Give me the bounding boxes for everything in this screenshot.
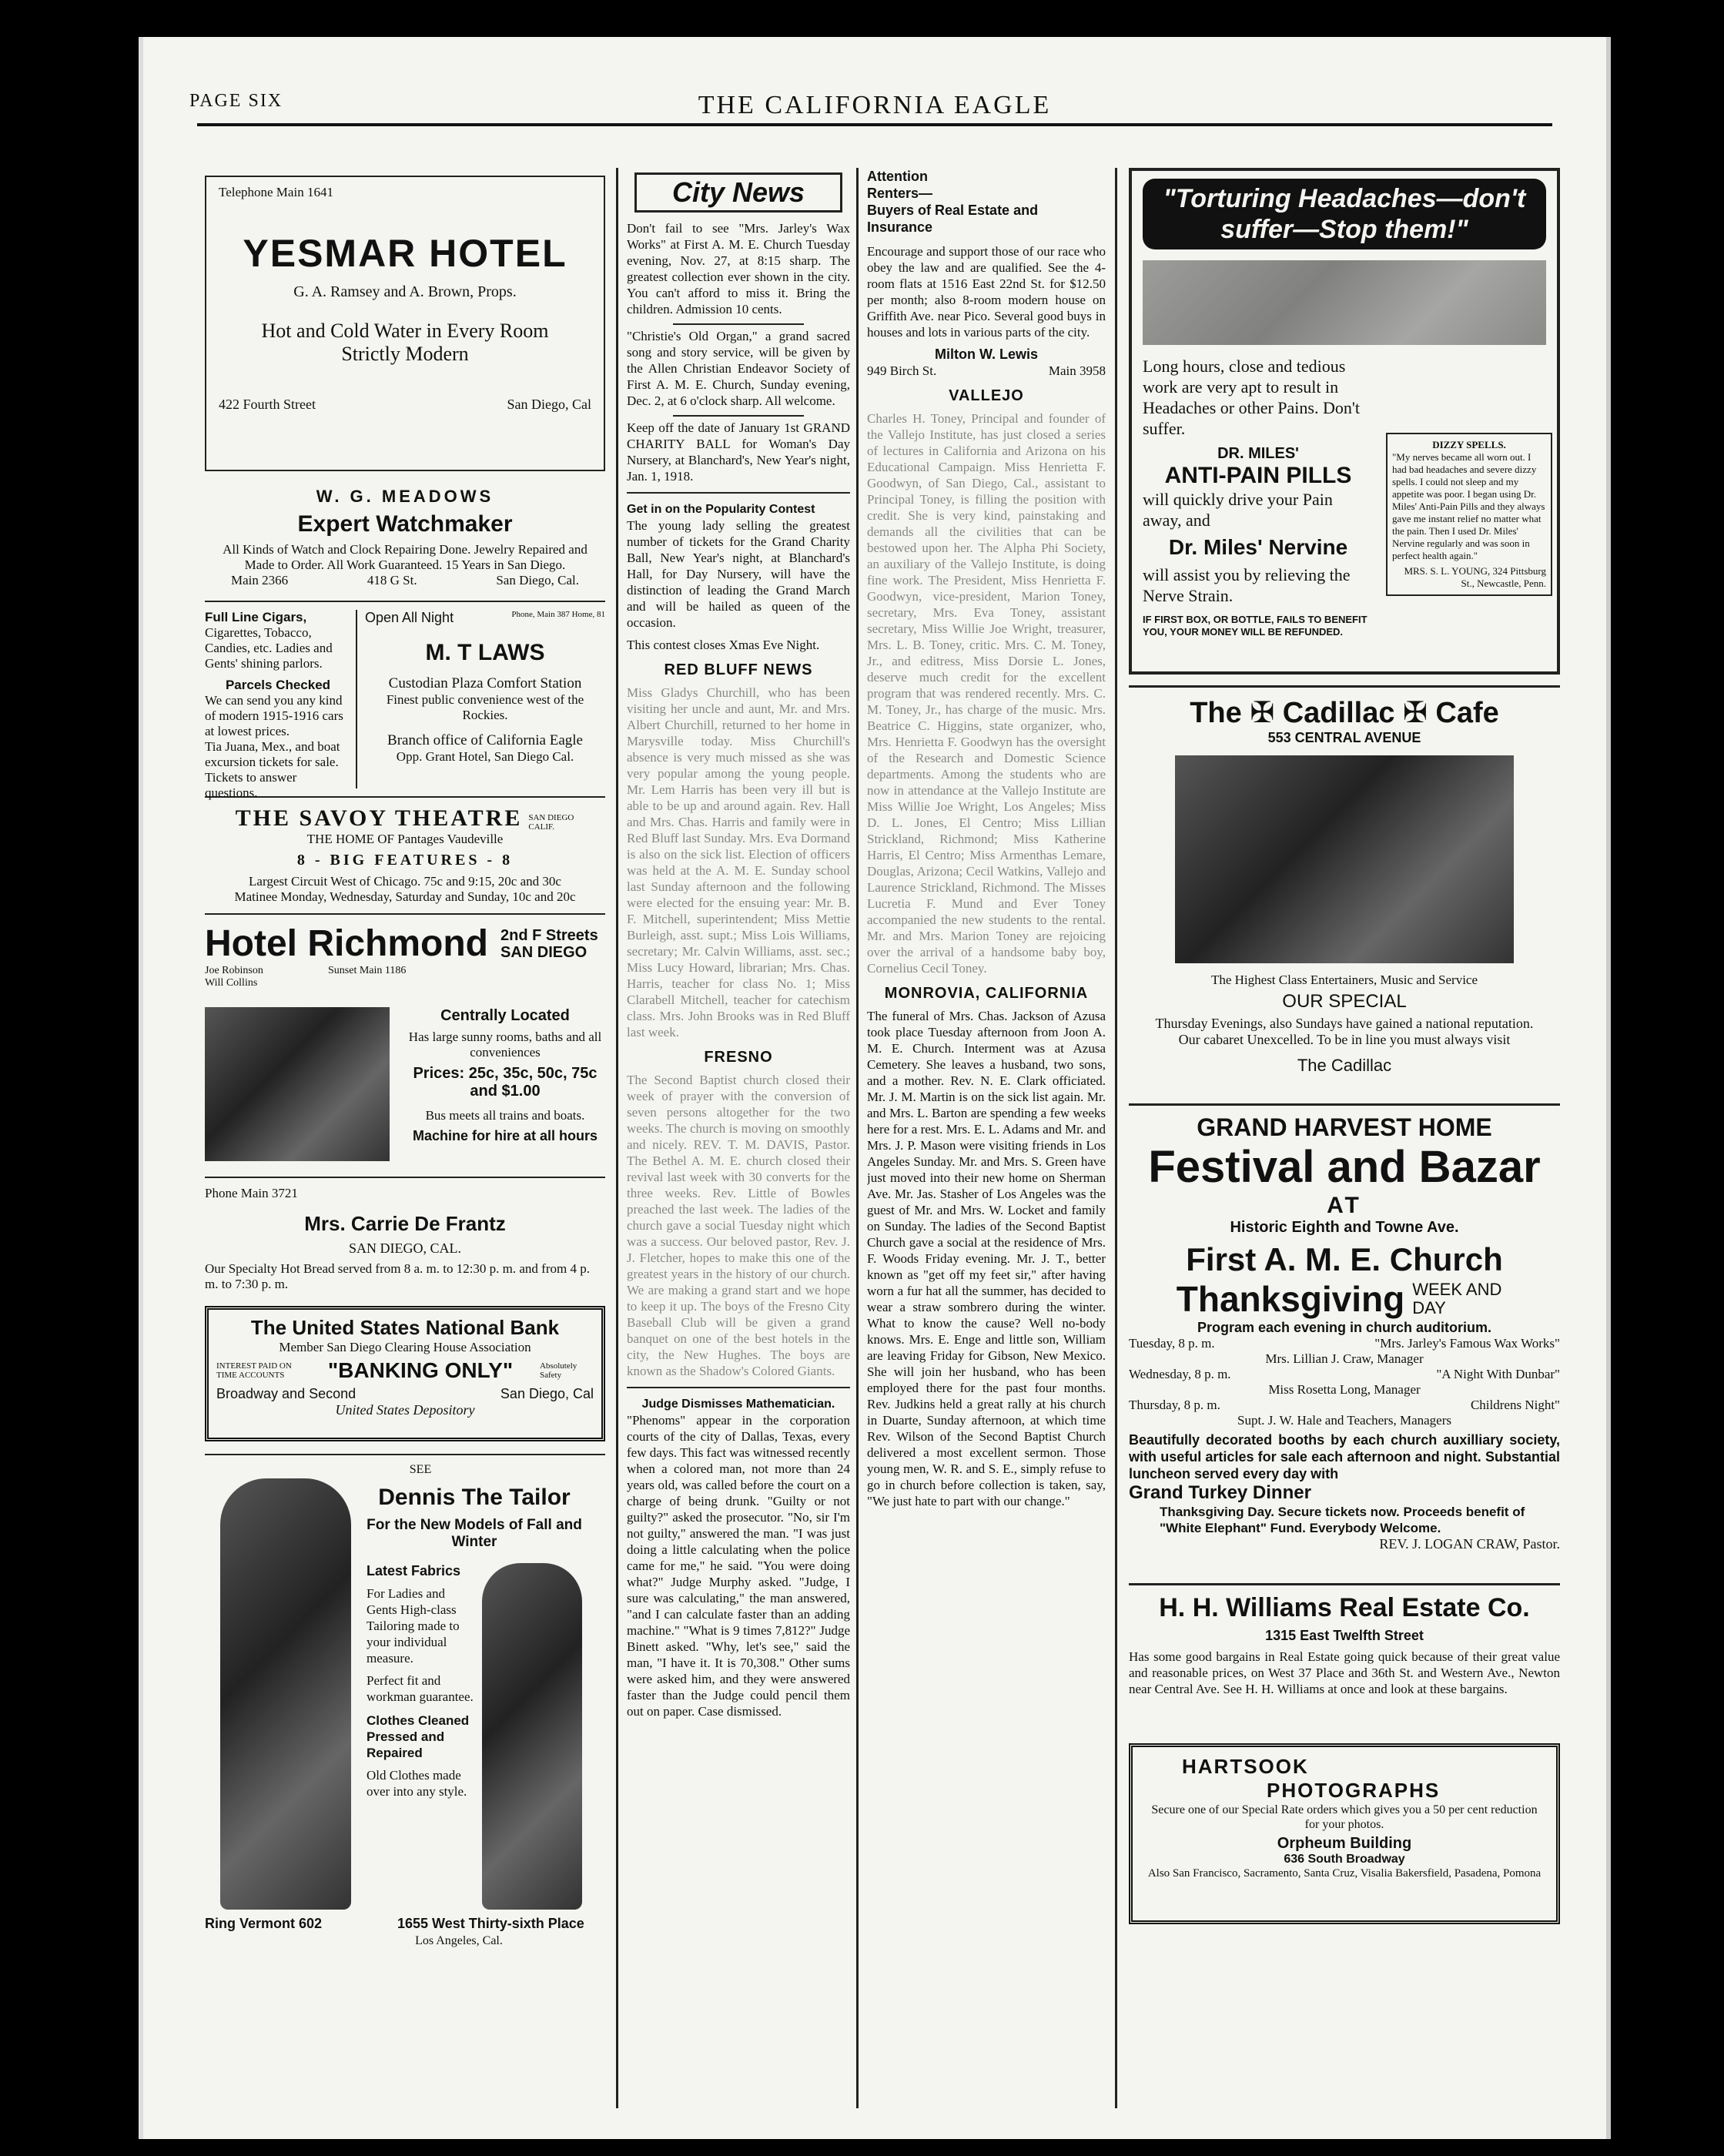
meadows-title: Expert Watchmaker <box>297 511 513 537</box>
laws-tickets: Tickets to answer questions. <box>205 770 297 800</box>
yesmar-props: G. A. Ramsey and A. Brown, Props. <box>293 283 517 300</box>
laws-branch: Branch office of California Eagle <box>387 732 583 748</box>
hartsook-ad <box>1129 1743 1560 1924</box>
dennis-latest: Latest Fabrics <box>367 1563 461 1578</box>
defrantz-ad <box>205 1186 605 1301</box>
festival-tday: Thanksgiving Day. Secure tickets now. Proceeds benefit of "White Elephant" Fund. Everybody Welcome. <box>1160 1505 1525 1535</box>
richmond-rooms: Has large sunny rooms, baths and all conveniences <box>408 1029 602 1060</box>
richmond-city: SAN DIEGO <box>500 943 587 961</box>
richmond-hotel-photo <box>205 1007 390 1161</box>
richmond-owners: Joe Robinson Will Collins <box>205 965 263 989</box>
williams-real-estate-ad <box>1129 1593 1560 1736</box>
cadillac-sig: The Cadillac <box>1297 1056 1392 1075</box>
contest-closes: This contest closes Xmas Eve Night. <box>627 638 820 652</box>
meadows-desc: All Kinds of Watch and Clock Repairing Done. Jewelry Repaired and Made to Order. All Work Guaranteed. 15 Years in San Diego. <box>223 542 587 572</box>
renters-label: Renters— <box>867 186 933 201</box>
laws-tia: Tia Juana, Mex., and boat excursion tickets for sale. <box>205 739 340 769</box>
hartsook-bldg: Orpheum Building <box>1277 1835 1412 1852</box>
laws-cigars: Full Line Cigars, <box>205 610 307 624</box>
meadows-city: San Diego, Cal. <box>496 573 579 588</box>
festival-grand: GRAND HARVEST HOME <box>1197 1113 1492 1141</box>
cadillac-addr: 553 CENTRAL AVENUE <box>1267 730 1421 745</box>
vallejo-body: Charles H. Toney, Principal and founder of the Vallejo Institute, has just closed a series of lectures in California and Arizona on his Educational Campaign. Miss Henrietta F. Goodwyn, of San Diego, Cal., assistant to Principal Toney, is filling the position with credit. She is very kind, painstaking and demands all the civilities that can be bestowed upon her. The Alpha Phi Society, an auxiliary of the Vallejo Institute, is doing fine work. The President, Miss Henrietta F. Goodwyn, vice-president, Marion Toney, secretary, Mrs. Eva Toney, assistant secretary, Miss Willie Joe Wright, treasurer, Mrs. L. B. Toney, critic. Mrs. C. M. Toney, Jr., and editress, Miss Dorsie L. Jones, deserve much credit for the excellent program that was rendered recently. Mrs. C. M. Toney, Jr., has charge of the music. Mrs. Beatrice C. Higgins, state organizer, who, Mrs. Henrietta F. Goodwyn has the oversight of the Research and Domestic Science departments. Among the students who are now in attendance at the Vallejo Institute are Miss Willie Joe Wright, Los Angeles; Miss D. L. Jones, El Centro; Miss Lillian Strickland, Richmond; Miss Katherine Harris, El Centro; Miss Armenthas Lemare, Douglas, Arizona; Cecil Watkins, Vallejo and Laurence Strickland, Richmond. The Misses Lucretia F. Mund and Ever Toney accompanied the new students to the rental. Mr. and Mrs. Marion Toney are rejoicing over the arrival of a handsome baby boy, Cornelius Cecil Toney. <box>867 411 1106 976</box>
festival-title: Festival and Bazar <box>1148 1142 1541 1192</box>
dennis-see: SEE <box>409 1463 432 1476</box>
cadillac-special: OUR SPECIAL <box>1282 991 1407 1012</box>
dr-miles-ad <box>1129 168 1560 675</box>
dennis-tailor-ad <box>205 1463 605 1947</box>
miles-assist: will assist you by relieving the Nerve Strain. <box>1143 565 1351 605</box>
fresno-body: The Second Baptist church closed their week of prayer with the conversion of seven persons altogether for the two weeks. The church is moving on smoothly and nicely. REV. T. M. DAVIS, Pastor. The Bethel A. M. E. church closed their revival last week with 30 converts for the three weeks. Rev. Little of Bowles preached the last week. The ladies of the church gave a social Tuesday night which was a success. Our beloved pastor, Rev. J. J. Fletcher, hopes to make this one of the greatest years in the history of our church. We are making a grand start and we hope to keep it up. The boys of the Fresno City Baseball Club will be given a grand banquet on one of the best hotels in the city, the New Hughes. The boys are known as the Shadow's Colored Giants. <box>627 1073 850 1378</box>
miles-headline: "Torturing Headaches—don't suffer—Stop them!" <box>1143 179 1546 249</box>
festival-program: Program each evening in church auditorium. <box>1197 1320 1492 1335</box>
attention-ad <box>867 168 1106 236</box>
harvest-festival-ad <box>1129 1113 1560 1575</box>
richmond-ad <box>205 922 605 1169</box>
national-bank-ad <box>205 1306 605 1441</box>
bank-depository: United States Depository <box>335 1402 475 1418</box>
judge-head: Judge Dismisses Mathematician. <box>641 1398 835 1411</box>
city-news-p1: Don't fail to see "Mrs. Jarley's Wax Works" at First A. M. E. Church Tuesday evening, Nov. 27, at 8:15 sharp. The greatest collection ever shown in the city. You can't afford to miss it. Bring the children. Admission 10 cents. <box>627 221 850 316</box>
monrovia-body: The funeral of Mrs. Chas. Jackson of Azusa took place Tuesday afternoon from Joon A. M. E. Church. Interment was at Azusa Cemetery. She leaves a husband, two sons, and a mother. Rev. N. E. Clark officiated. Mr. J. M. Martin is on the sick list again. Mr. and Mrs. L. Barton are spending a few weeks here for a rest. Mrs. E. L. Adams and Mr. and Mrs. J. P. Mason were visiting friends in Los Angeles Sunday. Mr. and Mrs. S. Green have just moved into their new home on Sherman Ave. Mr. Jas. Stasher of Los Angeles was the guest of Mr. and Mrs. W. Locket and family on Sunday. The ladies of the Second Baptist Church gave a social at the residence of Mrs. F. Woods Friday evening. Mr. J. T., better known as "get off my feet sir," after having worn a fur hat all the summer, has decided to wear a straw sombrero during the winter. What to know the cause? Well no-body knows. Mrs. E. Enge and little son, William are leaving Friday for Gibson, New Mexico. She will join her husband, who has been employed there for the past four months. Rev. Judkins held a great rally at his church in Duarte, Sunday afternoon, at which time Rev. Wilson of the Second Baptist Church delivered a most excellent sermon. Those young men, W. R. and S. E., simply refuse to go in church before collection is taken, say, "We just hate to part with our change." <box>867 1009 1106 1508</box>
festival-at: AT <box>1327 1193 1362 1218</box>
monrovia-head: MONROVIA, CALIFORNIA <box>884 985 1089 1002</box>
richmond-street: 2nd F Streets <box>500 926 598 944</box>
masthead <box>189 91 1552 122</box>
dizzy-spells-box <box>1386 433 1552 596</box>
laws-name: M. T LAWS <box>425 640 545 665</box>
hartsook-also: Also San Francisco, Sacramento, Santa Cruz, Visalia Bakersfield, Pasadena, Pomona <box>1147 1867 1542 1880</box>
savoy-city: SAN DIEGO CALIF. <box>528 813 574 832</box>
miles-pills: ANTI-PAIN PILLS <box>1164 463 1352 488</box>
richmond-prices: Prices: 25c, 35c, 50c, 75c and $1.00 <box>413 1065 598 1100</box>
hartsook-photos: PHOTOGRAPHS <box>1267 1779 1441 1802</box>
meadows-phone: Main 2366 <box>231 573 289 588</box>
meadows-ad <box>205 471 605 593</box>
richmond-phone: Sunset Main 1186 <box>328 965 407 976</box>
festival-tue-event: "Mrs. Jarley's Famous Wax Works" <box>1374 1336 1560 1351</box>
contest-body: The young lady selling the greatest number of tickets for the Grand Charity Ball, New Year's night, at Blanchard's Hall, for Day Nursery, will have the distinction of leading the Grand March and will be hailed as queen of the occasion. <box>627 518 850 630</box>
cadillac-cafe-ad <box>1129 695 1560 1096</box>
bank-interest: INTEREST PAID ON TIME ACCOUNTS <box>216 1361 292 1380</box>
richmond-located: Centrally Located <box>440 1007 570 1024</box>
red-bluff-head: RED BLUFF NEWS <box>664 661 813 678</box>
bank-addr: Broadway and Second <box>216 1386 357 1401</box>
city-news-banner <box>634 172 842 213</box>
yesmar-name: YESMAR HOTEL <box>243 232 567 275</box>
defrantz-desc: Our Specialty Hot Bread served from 8 a. m. to 12:30 p. m. and from 4 p. m. to 7:30 p. m. <box>205 1261 590 1291</box>
yesmar-city: San Diego, Cal <box>507 397 591 412</box>
festival-tue: Tuesday, 8 p. m. <box>1129 1336 1215 1351</box>
savoy-features: 8 - BIG FEATURES - 8 <box>296 852 514 869</box>
laws-cigarettes: Cigarettes, Tobacco, Candies, etc. Ladies and Gents' shining parlors. <box>205 625 333 671</box>
laws-opp: Opp. Grant Hotel, San Diego Cal. <box>396 749 574 764</box>
lewis-addr: 949 Birch St. <box>867 363 937 378</box>
cadillac-name: The ✠ Cadillac ✠ Cafe <box>1190 697 1499 729</box>
savoy-matinee: Matinee Monday, Wednesday, Saturday and Sunday, 10c and 20c <box>234 889 576 904</box>
laws-ad <box>205 610 605 800</box>
masthead-rule <box>197 123 1552 126</box>
richmond-machine: Machine for hire at all hours <box>412 1128 598 1143</box>
cadillac-cabaret: Our cabaret Unexcelled. To be in line you must always visit <box>1178 1032 1511 1047</box>
laws-finest: Finest public convenience west of the Rockies. <box>386 692 584 722</box>
vallejo-head: VALLEJO <box>949 387 1024 404</box>
bank-name: The United States National Bank <box>250 1316 560 1339</box>
festival-wed-event: "A Night With Dunbar" <box>1436 1367 1560 1381</box>
cadillac-thursday: Thursday Evenings, also Sundays have gained a national reputation. <box>1155 1016 1534 1031</box>
festival-historic: Historic Eighth and Towne Ave. <box>1230 1219 1459 1236</box>
judge-body: "Phenoms" appear in the corporation courts of the city of Dallas, Texas, every few days. This fact was witnessed recently when a colored man, not more than 24 years old, was called before the court on a charge of being drunk. "Guilty or not guilty?" asked the prosecutor. "No, sir I'm not guilty," answered the man. "I was just doing a little calculating when the police came for me," he said. "You were doing what?" Judge Murphy asked. "Judge, I sure was calculating," the man answered, "and I can calculate faster than an adding machine." "What is 9 times 7,812?" Judge Binett asked. "Why, let's see," said the man, "I have it. It is 70,308." Other sums were asked him, and they were answered faster than the Judge could pencil them out on paper. Case dismissed. <box>627 1413 850 1719</box>
bank-member: Member San Diego Clearing House Association <box>279 1340 531 1354</box>
defrantz-phone: Phone Main 3721 <box>205 1186 298 1200</box>
williams-name: H. H. Williams Real Estate Co. <box>1159 1593 1530 1622</box>
yesmar-telephone: Telephone Main 1641 <box>219 185 333 199</box>
man-illustration <box>482 1563 582 1910</box>
dennis-fit: Perfect fit and workman guarantee. <box>367 1673 474 1704</box>
laws-custodian: Custodian Plaza Comfort Station <box>388 675 582 691</box>
bank-slogan: "BANKING ONLY" <box>327 1358 514 1382</box>
column-ads-right <box>1129 168 1560 2108</box>
bank-city: San Diego, Cal <box>500 1386 594 1401</box>
laws-parcels-desc: We can send you any kind of modern 1915-1916 cars at lowest prices. <box>205 693 343 738</box>
newspaper-page <box>139 37 1611 2139</box>
savoy-home: THE HOME OF Pantages Vaudeville <box>306 832 504 846</box>
city-news-p3: Keep off the date of January 1st GRAND CHARITY BALL for Woman's Day Nursery, at Blanchard's, New Year's night, Jan. 1, 1918. <box>627 420 850 484</box>
festival-thu-manager: Supt. J. W. Hale and Teachers, Managers <box>1237 1413 1451 1428</box>
richmond-name: Hotel Richmond <box>205 923 488 964</box>
miles-brand: DR. MILES' <box>1217 445 1299 462</box>
dennis-name: Dennis The Tailor <box>378 1485 571 1510</box>
hartsook-name: HARTSOOK <box>1182 1755 1309 1778</box>
meadows-addr: 418 G St. <box>367 573 417 588</box>
williams-desc: Has some good bargains in Real Estate going quick because of their great value and reasonable prices, on West 37 Place and 36th St. and Western Ave., Newton near Central Ave. See H. H. Williams at once and look at these bargains. <box>1129 1649 1560 1696</box>
lewis-name: Milton W. Lewis <box>935 346 1038 362</box>
laws-phone: Phone, Main 387 Home, 81 <box>511 610 605 619</box>
encourage-body: Encourage and support those of our race who obey the law and are qualified. See the 4-room flats at 1516 East 22nd St. for $12.50 per month; also 8-room modern house on Griffith Ave. near Pico. Several good buys in houses and lots in various parts of the city. <box>867 244 1106 340</box>
yesmar-hotel-ad <box>205 176 605 471</box>
festival-church: First A. M. E. Church <box>1186 1241 1503 1277</box>
festival-pastor: REV. J. LOGAN CRAW, Pastor. <box>1379 1536 1560 1552</box>
savoy-name: THE SAVOY THEATRE <box>235 805 523 831</box>
richmond-bus: Bus meets all trains and boats. <box>425 1108 585 1123</box>
red-bluff-body: Miss Gladys Churchill, who has been visiting her uncle and aunt, Mr. and Mrs. Albert Churchill, returned to her home in Marysville today. Miss Churchill's absence is very much missed as she was very popular among the young people. Mr. Lem Harris has been very ill but is able to be up and around again. Rev. Hall and Mrs. Chas. Harris and family were in Red Bluff last Sunday. Mrs. Eva Dormand is also on the sick list. Election of officers was held at the A. M. E. Sunday school last Sunday afternoon and the following were elected for the ensuing year: Mr. B. F. Mitchell, superintendent; Miss Mettie Burleigh, asst. supt.; Miss Lois Williams, secretary; Mr. Calvin Williams, asst. sec.; Miss Lucy Howard, librarian; Mrs. Chas. Harris, teacher for class No. 1; Miss Clarabell Mitchell, teacher for catechism class. Mrs. John Brooks was in Red Bluff last week. <box>627 685 850 1040</box>
column-local-news <box>867 168 1106 2108</box>
savoy-circuit: Largest Circuit West of Chicago. 75c and 9:15, 20c and 30c <box>249 874 561 889</box>
woman-illustration <box>220 1478 351 1910</box>
dizzy-head: DIZZY SPELLS. <box>1432 439 1506 450</box>
hartsook-secure: Secure one of our Special Rate orders which gives you a 50 per cent reduction for your photos. <box>1151 1803 1538 1831</box>
miles-long: Long hours, close and tedious work are very apt to result in Headaches or other Pains. Don't suffer. <box>1143 357 1360 438</box>
dennis-city: Los Angeles, Cal. <box>415 1934 503 1947</box>
festival-thu-event: Childrens Night" <box>1470 1398 1560 1412</box>
yesmar-address: 422 Fourth Street <box>219 397 316 412</box>
laws-open: Open All Night <box>365 610 454 625</box>
lewis-phone: Main 3958 <box>1048 363 1106 378</box>
column-ads-left <box>205 168 605 2108</box>
laws-parcels: Parcels Checked <box>225 678 331 692</box>
dennis-sub: For the New Models of Fall and Winter <box>367 1517 582 1550</box>
defrantz-city: SAN DIEGO, CAL. <box>349 1240 461 1256</box>
buyers-label: Buyers of Real Estate and Insurance <box>867 203 1039 235</box>
festival-turkey: Grand Turkey Dinner <box>1129 1482 1311 1503</box>
contest-head: Get in on the Popularity Contest <box>627 503 815 516</box>
workers-illustration <box>1143 260 1546 345</box>
dennis-clothes: Clothes Cleaned Pressed and Repaired <box>367 1713 470 1760</box>
dizzy-body: "My nerves became all worn out. I had bad headaches and severe dizzy spells. I could not sleep and my appetite was poor. I began using Dr. Miles' Anti-Pain Pills and they always gave me instant relief no matter what the pain. Then I used Dr. Miles' Nervine regularly and was soon in perfect health again." <box>1392 451 1545 561</box>
festival-tue-manager: Mrs. Lillian J. Craw, Manager <box>1265 1351 1424 1366</box>
column-city-news <box>627 168 850 2108</box>
page-number: PAGE SIX <box>189 91 283 111</box>
bank-safety: Absolutely Safety <box>539 1361 577 1380</box>
festival-wed-manager: Miss Rosetta Long, Manager <box>1268 1382 1421 1397</box>
dizzy-sig: MRS. S. L. YOUNG, 324 Pittsburg St., Newcastle, Penn. <box>1404 565 1546 589</box>
cafe-interior-photo <box>1175 755 1514 963</box>
festival-thanks: Thanksgiving <box>1176 1279 1405 1319</box>
dennis-old: Old Clothes made over into any style. <box>367 1768 467 1799</box>
city-news-p2: "Christie's Old Organ," a grand sacred song and story service, will be given by the Allen Christian Endeavor Society of First A. M. E. Church, Sunday evening, Dec. 2, at 6 o'clock sharp. All welcome. <box>627 329 850 408</box>
city-news-title: City News <box>671 176 805 208</box>
newspaper-title: THE CALIFORNIA EAGLE <box>698 91 1052 119</box>
festival-week: WEEK AND DAY <box>1412 1280 1502 1317</box>
miles-nervine: Dr. Miles' Nervine <box>1168 535 1348 559</box>
dennis-ring: Ring Vermont 602 <box>205 1916 323 1931</box>
defrantz-name: Mrs. Carrie De Frantz <box>304 1212 506 1235</box>
yesmar-line1: Hot and Cold Water in Every Room <box>261 320 549 342</box>
yesmar-line2: Strictly Modern <box>341 343 469 365</box>
festival-wed: Wednesday, 8 p. m. <box>1129 1367 1231 1381</box>
savoy-ad <box>205 805 605 906</box>
miles-guarantee: IF FIRST BOX, OR BOTTLE, FAILS TO BENEFIT YOU, YOUR MONEY WILL BE REFUNDED. <box>1143 614 1367 638</box>
miles-quickly: will quickly drive your Pain away, and <box>1143 490 1333 530</box>
meadows-name: W. G. MEADOWS <box>316 487 494 506</box>
dennis-for: For Ladies and Gents High-class Tailoring made to your individual measure. <box>367 1586 460 1666</box>
festival-thu: Thursday, 8 p. m. <box>1129 1398 1220 1412</box>
hartsook-addr: 636 South Broadway <box>1284 1853 1405 1866</box>
cadillac-highest: The Highest Class Entertainers, Music and Service <box>1210 973 1478 987</box>
dennis-addr: 1655 West Thirty-sixth Place <box>397 1916 584 1931</box>
festival-booths: Beautifully decorated booths by each church auxilliary society, with useful articles for sale each afternoon and night. Substantial luncheon served every day with <box>1129 1432 1560 1481</box>
fresno-head: FRESNO <box>704 1049 773 1066</box>
attention-label: Attention <box>867 169 928 184</box>
williams-addr: 1315 East Twelfth Street <box>1265 1628 1424 1643</box>
